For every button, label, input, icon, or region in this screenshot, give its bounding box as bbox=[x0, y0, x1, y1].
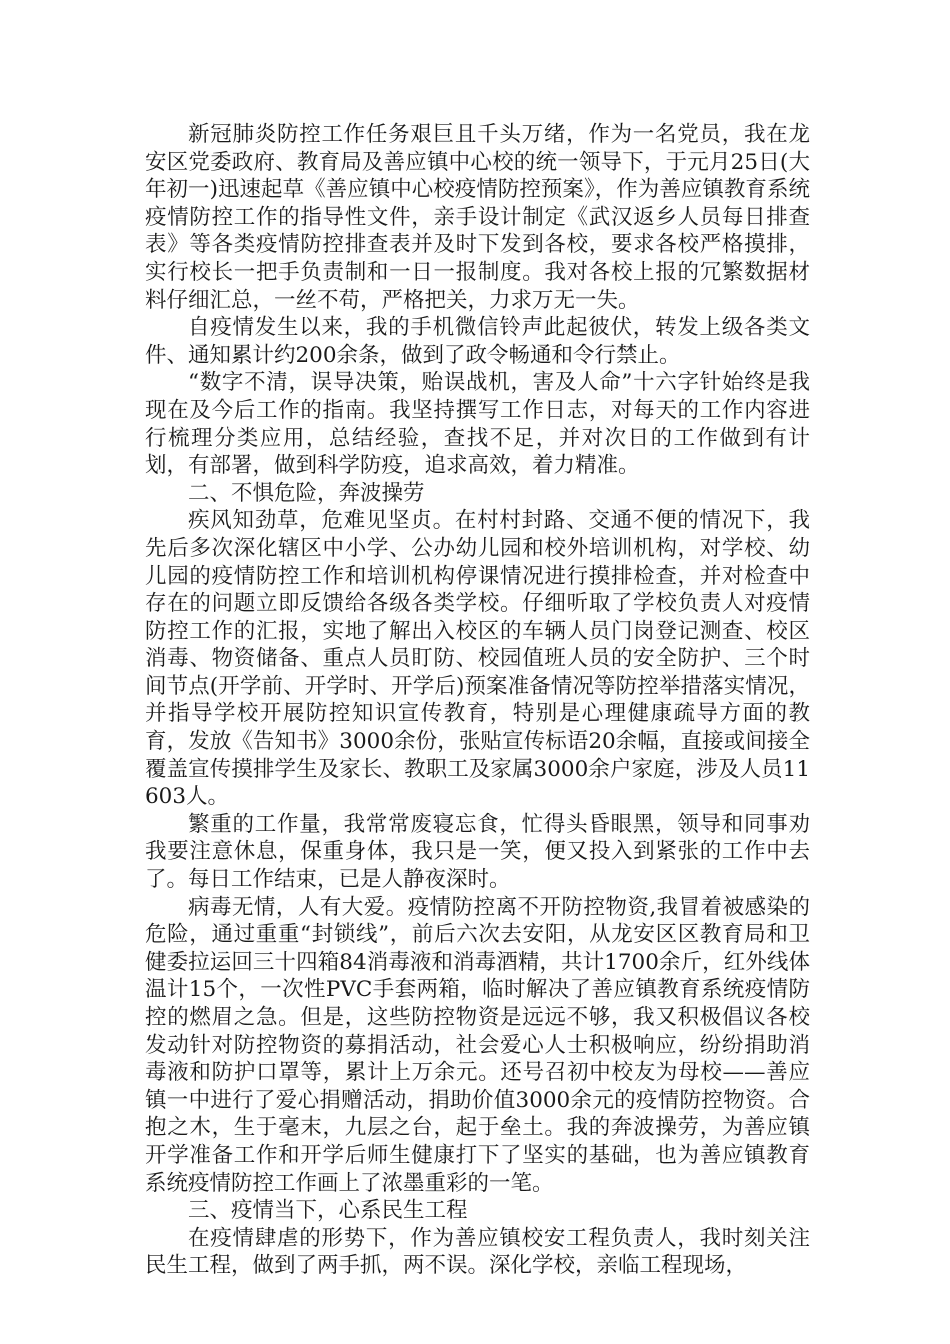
paragraph-supplies: 病毒无情，人有大爱。疫情防控离不开防控物资,我冒着被感染的危险，通过重重“封锁线”，前后六次去安阳，从龙安区区教育局和卫健委拉运回三十四箱84消毒液和消毒酒精，共计1700余斤，红外线体温计15个，一次性PVC手套两箱，临时解决了善应镇教育系统疫情防控的燃眉之急。但是，这些防控物资是远远不够，我又积极倡议各校发动针对防控物资的募捐活动，社会爱心人士积极响应，纷纷捐助消毒液和防护口罩等，累计上万余元。还号召初中校友为母校——善应镇一中进行了爱心捐赠活动，捐助价值3000余元的疫情防控物资。合抱之木，生于毫末，九层之台，起于垒土。我的奔波操劳，为善应镇开学准备工作和开学后师生健康打下了坚实的基础，也为善应镇教育系统疫情防控工作画上了浓墨重彩的一笔。 bbox=[145, 894, 810, 1196]
paragraph-guideline: “数字不清，误导决策，贻误战机，害及人命”十六字针始终是我现在及今后工作的指南。我坚持撰写工作日志，对每天的工作内容进行梳理分类应用，总结经验，查找不足，并对次日的工作做到有计划，有部署，做到科学防疫，追求高效，着力精准。 bbox=[145, 370, 810, 479]
document-body bbox=[145, 121, 810, 1280]
paragraph-livelihood: 在疫情肆虐的形势下，作为善应镇校安工程负责人，我时刻关注民生工程，做到了两手抓，两不误。深化学校，亲临工程现场， bbox=[145, 1225, 810, 1279]
section-heading-2: 二、不惧危险，奔波操劳 bbox=[188, 480, 425, 506]
paragraph-plan: 新冠肺炎防控工作任务艰巨且千头万绪，作为一名党员，我在龙安区党委政府、教育局及善应镇中心校的统一领导下，于元月25日(大年初一)迅速起草《善应镇中心校疫情防控预案》，作为善应镇教育系统疫情防控工作的指导性文件，亲手设计制定《武汉返乡人员每日排查表》等各类疫情防控排查表并及时下发到各校，要求各校严格摸排，实行校长一把手负责制和一日一报制度。我对各校上报的冗繁数据材料仔细汇总，一丝不苟，严格把关，力求万无一失。 bbox=[145, 122, 810, 313]
paragraph-messages: 自疫情发生以来，我的手机微信铃声此起彼伏，转发上级各类文件、通知累计约200余条，做到了政令畅通和令行禁止。 bbox=[145, 315, 810, 368]
paragraph-workload: 繁重的工作量，我常常废寝忘食，忙得头昏眼黑，领导和同事劝我要注意休息，保重身体，我只是一笑，便又投入到紧张的工作中去了。每日工作结束，已是人静夜深时。 bbox=[145, 811, 810, 893]
paragraph-inspection: 疾风知劲草，危难见坚贞。在村村封路、交通不便的情况下，我先后多次深化辖区中小学、公办幼儿园和校外培训机构，对学校、幼儿园的疫情防控工作和培训机构停课情况进行摸排检查，并对检查中存在的问题立即反馈给各级各类学校。仔细听取了学校负责人对疫情防控工作的汇报，实地了解出入校区的车辆人员门岗登记测查、校区消毒、物资储备、重点人员盯防、校园值班人员的安全防护、三个时间节点(开学前、开学时、开学后)预案准备情况等防控举措落实情况，并指导学校开展防控知识宣传教育，特别是心理健康疏导方面的教育，发放《告知书》3000余份，张贴宣传标语20余幅，直接或间接全覆盖宣传摸排学生及家长、教职工及家属3000余户家庭，涉及人员11603人。 bbox=[145, 508, 810, 810]
section-heading-3: 三、疫情当下，心系民生工程 bbox=[188, 1198, 468, 1224]
